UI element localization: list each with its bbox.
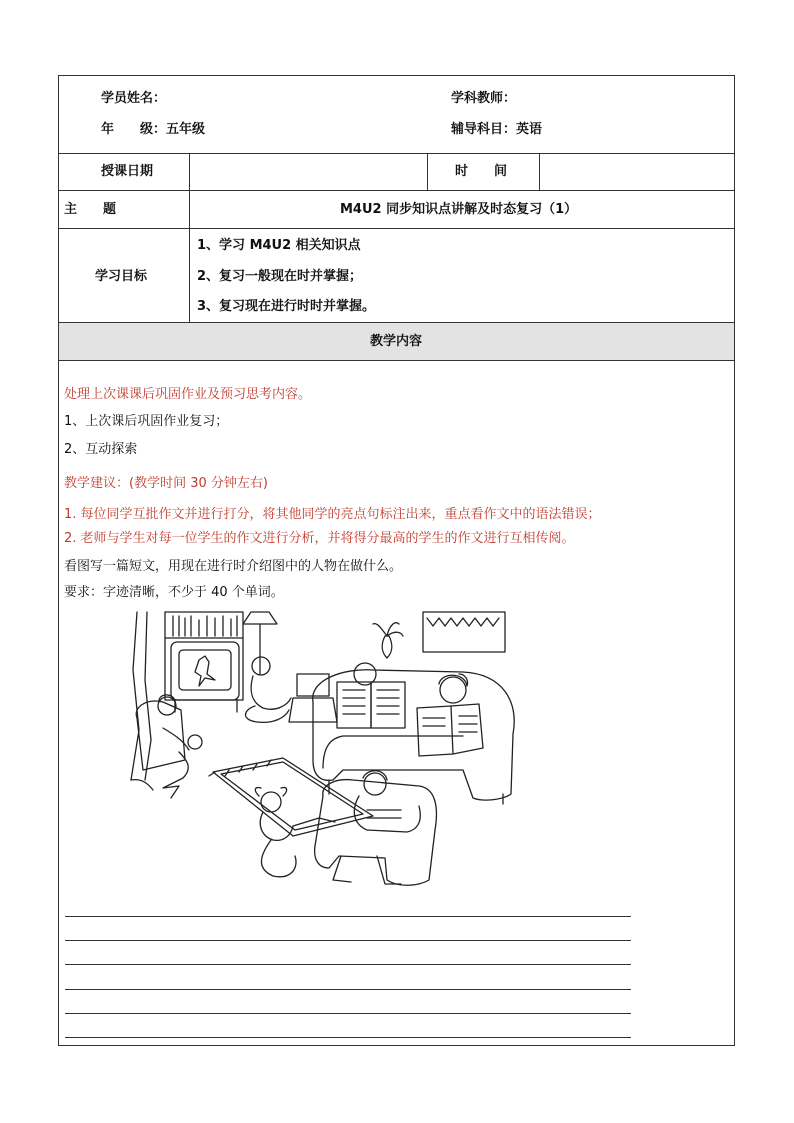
grade-label: 年 级：五年级 (101, 122, 206, 137)
goals-label: 学习目标 (95, 269, 148, 284)
advice-item: 1. 每位同学互批作文并进行打分，将其他同学的亮点句标注出来，重点看作文中的语法错误； (64, 507, 601, 522)
intro-text: 处理上次课课后巩固作业及预习思考内容。 (64, 387, 312, 402)
lesson-plan-table (58, 75, 735, 1046)
writing-line[interactable] (65, 940, 631, 941)
requirement-text: 要求：字迹清晰，不少于 40 个单词。 (64, 585, 284, 600)
subject-label: 辅导科目：英语 (451, 122, 543, 137)
step-2: 2、互动探索 (64, 442, 138, 457)
date-label: 授课日期 (101, 164, 154, 179)
divider (59, 190, 734, 191)
family-living-room-illustration (123, 610, 518, 898)
time-label: 时 间 (455, 164, 508, 179)
divider (427, 153, 428, 190)
divider (59, 360, 734, 361)
topic-label: 主 题 (64, 202, 117, 217)
topic-value: M4U2 同步知识点讲解及时态复习（1） (340, 202, 578, 217)
writing-line[interactable] (65, 1013, 631, 1014)
task-text: 看图写一篇短文，用现在进行时介绍图中的人物在做什么。 (64, 559, 403, 574)
advice-title: 教学建议：(教学时间 30 分钟左右) (64, 476, 268, 491)
writing-line[interactable] (65, 989, 631, 990)
writing-line[interactable] (65, 916, 631, 917)
goal-item: 3、复习现在进行时时并掌握。 (197, 299, 376, 314)
student-name-label: 学员姓名： (101, 91, 167, 106)
content-header: 教学内容 (370, 334, 423, 349)
advice-item: 2. 老师与学生对每一位学生的作文进行分析，并将得分最高的学生的作文进行互相传阅。 (64, 531, 575, 546)
goal-item: 2、复习一般现在时并掌握； (197, 269, 363, 284)
writing-line[interactable] (65, 1037, 631, 1038)
writing-line[interactable] (65, 964, 631, 965)
divider (59, 153, 734, 154)
teacher-label: 学科教师： (451, 91, 517, 106)
divider (59, 228, 734, 229)
goal-item: 1、学习 M4U2 相关知识点 (197, 238, 361, 253)
divider (539, 153, 540, 190)
step-1: 1、上次课后巩固作业复习； (64, 414, 229, 429)
